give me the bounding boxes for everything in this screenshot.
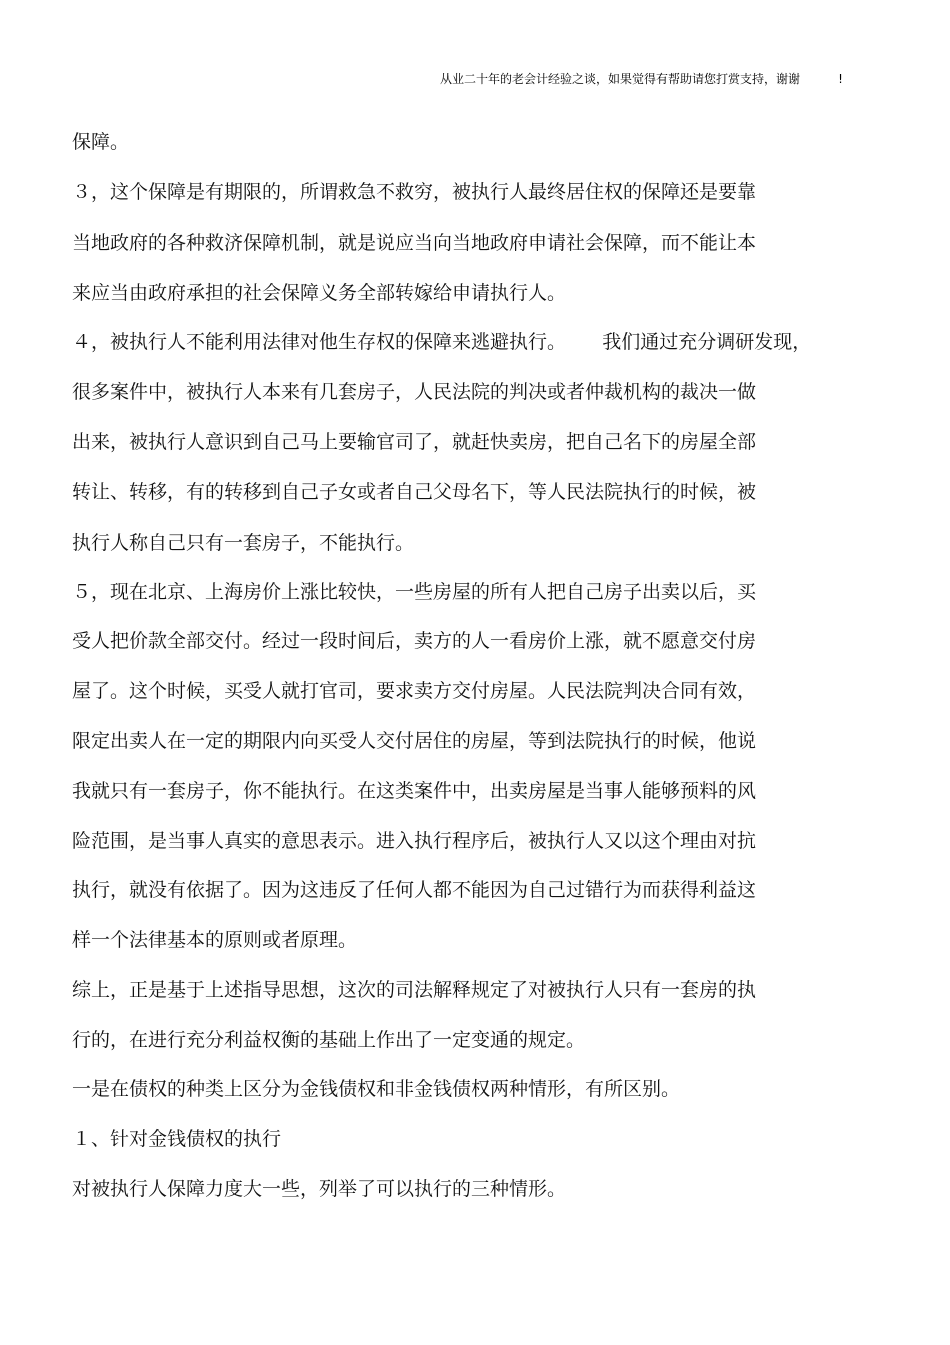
paragraph-line: 行的，在进行充分利益权衡的基础上作出了一定变通的规定。 [72, 1029, 586, 1051]
paragraph-line: 保障。 [72, 131, 130, 153]
paragraph-line: 我就只有一套房子，你不能执行。在这类案件中，出卖房屋是当事人能够预料的风 [72, 780, 757, 802]
paragraph-line: 险范围，是当事人真实的意思表示。进入执行程序后，被执行人又以这个理由对抗 [72, 830, 757, 852]
paragraph-line: 出来，被执行人意识到自己马上要输官司了，就赶快卖房，把自己名下的房屋全部 [72, 431, 757, 453]
paragraph-line: 执行，就没有依据了。因为这违反了任何人都不能因为自己过错行为而获得利益这 [72, 879, 757, 901]
paragraph-line: 综上，正是基于上述指导思想，这次的司法解释规定了对被执行人只有一套房的执 [72, 979, 757, 1001]
paragraph-line: 受人把价款全部交付。经过一段时间后，卖方的人一看房价上涨，就不愿意交付房 [72, 630, 757, 652]
paragraph-line: 样一个法律基本的原则或者原理。 [72, 929, 358, 951]
paragraph-line: ４，被执行人不能利用法律对他生存权的保障来逃避执行。 我们通过充分调研发现， [72, 331, 812, 353]
paragraph-line: 很多案件中，被执行人本来有几套房子，人民法院的判决或者仲裁机构的裁决一做 [72, 381, 757, 403]
paragraph-line: 来应当由政府承担的社会保障义务全部转嫁给申请执行人。 [72, 282, 567, 304]
paragraph-line: 执行人称自己只有一套房子，不能执行。 [72, 532, 415, 554]
page-header-note: 从业二十年的老会计经验之谈，如果觉得有帮助请您打赏支持，谢谢 ! [440, 72, 843, 86]
paragraph-line: 屋了。这个时候，买受人就打官司，要求卖方交付房屋。人民法院判决合同有效， [72, 680, 757, 702]
paragraph-line: 一是在债权的种类上区分为金钱债权和非金钱债权两种情形，有所区别。 [72, 1078, 681, 1100]
paragraph-line: 当地政府的各种救济保障机制，就是说应当向当地政府申请社会保障，而不能让本 [72, 232, 757, 254]
paragraph-line: 对被执行人保障力度大一些，列举了可以执行的三种情形。 [72, 1178, 567, 1200]
paragraph-line: 转让、转移，有的转移到自己子女或者自己父母名下，等人民法院执行的时候，被 [72, 481, 757, 503]
paragraph-line: 限定出卖人在一定的期限内向买受人交付居住的房屋，等到法院执行的时候，他说 [72, 730, 757, 752]
paragraph-line: ５，现在北京、上海房价上涨比较快，一些房屋的所有人把自己房子出卖以后，买 [72, 581, 757, 603]
paragraph-line: ３，这个保障是有期限的，所谓救急不救穷，被执行人最终居住权的保障还是要靠 [72, 181, 757, 203]
paragraph-line: １、针对金钱债权的执行 [72, 1128, 282, 1150]
